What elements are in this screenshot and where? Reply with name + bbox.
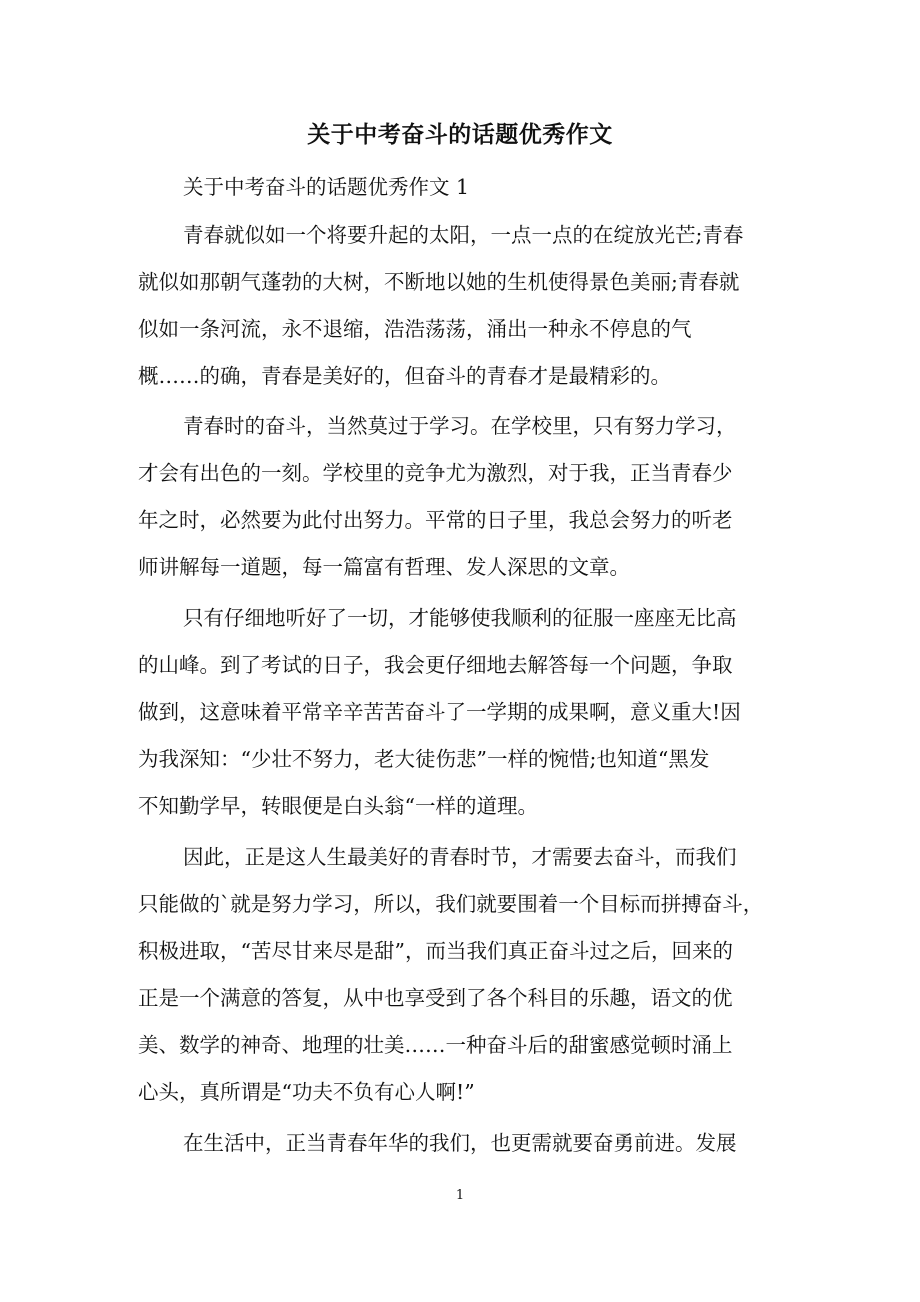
text-line: 在生活中，正当青春年华的我们，也更需就要奋勇前进。发展 — [183, 1131, 737, 1155]
text-line: 只能做的`就是努力学习，所以，我们就要围着一个目标而拼搏奋斗， — [138, 892, 764, 916]
text-line: 美、数学的神奇、地理的壮美……一种奋斗后的甜蜜感觉顿时涌上 — [138, 1033, 733, 1057]
text-line: 的山峰。到了考试的日子，我会更仔细地去解答每一个问题，争取 — [138, 653, 733, 677]
text-line: 正是一个满意的答复，从中也享受到了各个科目的乐趣，语文的优 — [138, 986, 733, 1010]
text-line: 因此，正是这人生最美好的青春时节，才需要去奋斗，而我们 — [183, 845, 737, 869]
text-line: 为我深知：“少壮不努力，老大徒伤悲”一样的惋惜;也知道“黑发 — [138, 747, 710, 771]
text-line: 概……的确，青春是美好的，但奋斗的青春才是最精彩的。 — [138, 364, 671, 388]
text-line: 青春就似如一个将要升起的太阳，一点一点的在绽放光芒;青春 — [183, 223, 744, 247]
text-line: 年之时，必然要为此付出努力。平常的日子里，我总会努力的听老 — [138, 508, 733, 532]
text-line: 只有仔细地听好了一切，才能够使我顺利的征服一座座无比高 — [183, 606, 737, 630]
text-line: 才会有出色的一刻。学校里的竞争尤为激烈，对于我，正当青春少 — [138, 461, 733, 485]
text-line: 不知勤学早，转眼便是白头翁“一样的道理。 — [138, 794, 538, 818]
text-line: 心头，真所谓是“功夫不负有心人啊!” — [138, 1080, 475, 1104]
document-title: 关于中考奋斗的话题优秀作文 — [307, 121, 613, 148]
page-number: 1 — [455, 1188, 465, 1203]
text-line: 做到，这意味着平常辛辛苦苦奋斗了一学期的成果啊，意义重大!因 — [138, 700, 741, 724]
text-line: 似如一条河流，永不退缩，浩浩荡荡，涌出一种永不停息的气 — [138, 317, 692, 341]
text-line: 积极进取，“苦尽甘来尽是甜”，而当我们真正奋斗过之后，回来的 — [138, 939, 733, 963]
text-line: 就似如那朝气蓬勃的大树，不断地以她的生机使得景色美丽;青春就 — [138, 270, 740, 294]
text-line: 青春时的奋斗，当然莫过于学习。在学校里，只有努力学习， — [183, 414, 737, 438]
essay-subtitle: 关于中考奋斗的话题优秀作文 1 — [183, 175, 470, 199]
text-line: 师讲解每一道题，每一篇富有哲理、发人深思的文章。 — [138, 555, 630, 579]
